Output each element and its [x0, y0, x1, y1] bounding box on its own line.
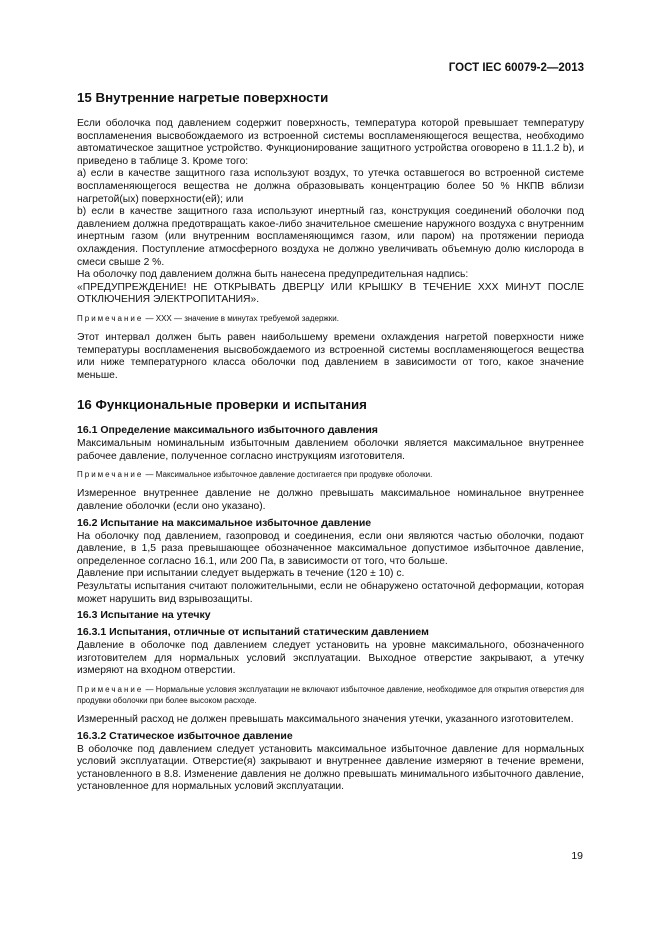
s162-title: 16.2 Испытание на максимальное избыточное давление: [77, 516, 372, 529]
s161-title: 16.1 Определение максимального избыточного давления: [77, 424, 378, 437]
section-15-title: 15 Внутренние нагретые поверхности: [77, 90, 329, 105]
s15-note: [77, 313, 584, 324]
s15-item-a: а) если в качестве защитного газа используют воздух, то утечка оставшегося во встроенной системе воспламеняющегося вещества не должна образовывать концентрацию более 50 % НКПВ вблизи нагретой(ых) поверхности(ей); или: [77, 168, 584, 205]
note-label: Примечание: [77, 685, 144, 694]
note-text: — Нормальные условия эксплуатации не включают избыточное давление, необходимое для открытия отверстия для продувки оболочки при более высоком расходе.: [77, 685, 584, 705]
s15-paragraph-2: На оболочку под давлением должна быть нанесена предупредительная надпись:: [77, 269, 469, 281]
s161-note: [77, 469, 584, 480]
s163-title: 16.3 Испытание на утечку: [77, 609, 211, 622]
note-label: Примечание: [77, 470, 144, 480]
s1631-title: 16.3.1 Испытания, отличные от испытаний статическим давлением: [77, 626, 429, 639]
page-number: 19: [571, 850, 583, 862]
note-text: — ХХХ — значение в минутах требуемой задержки.: [143, 313, 339, 323]
standard-header: ГОСТ IEC 60079-2—2013: [448, 62, 584, 74]
page-body: [77, 90, 584, 794]
section-16-title: 16 Функциональные проверки и испытания: [77, 397, 367, 413]
note-text: — Максимальное избыточное давление достигается при продувке оболочки.: [143, 470, 433, 480]
s1632-paragraph-1: В оболочке под давлением следует установить максимальное избыточное давление для нормальных условий эксплуатации. Отверстие(я) закрывают и внутреннее давление измеряют в течение времени, установленного в 8.8. Изменение давления не должно превышать минимального избыточного давление, установленное для нормальных условий эксплуатации.: [77, 743, 584, 793]
s15-paragraph-1: Если оболочка под давлением содержит поверхность, температура которой превышает температуру воспламенения высвобождаемого из встроенной системы воспламеняющегося вещества, необходимо автоматическое защитное устройство. Функционирование защитного устройства оговорено в 11.1.2 b), и приведено в таблице 3. Кроме того:: [77, 118, 584, 167]
s162-paragraph-2: Давление при испытании следует выдержать в течение (120 ± 10) с.: [77, 568, 405, 580]
s1631-note: [77, 684, 584, 706]
s1631-paragraph-1: Давление в оболочке под давлением следует установить на уровне максимального, обозначенного изготовителем для нормальных условий эксплуатации. Выходное отверстие закрывают, а утечку измеряют на входном отверстии.: [77, 640, 584, 677]
s1631-paragraph-2: Измеренный расход не должен превышать максимального значения утечки, указанного изготовителем.: [77, 714, 574, 725]
s162-paragraph-3: Результаты испытания считают положительными, если не обнаружено остаточной деформации, которая может нарушить вид взрывозащиты.: [77, 581, 584, 605]
s15-item-b: b) если в качестве защитного газа используют инертный газ, конструкция соединений оболочки под давлением должна предотвращать какое-либо значительное смешение наружного воздуха с внутренним инертным газом (или внутренним воспламеняющимся газом, или паром) на протяжении периода охлаждения. Поступление атмосферного воздуха не должно увеличивать объемную долю кислорода в смеси свыше 2 %.: [77, 206, 584, 268]
s1632-title: 16.3.2 Статическое избыточное давление: [77, 729, 293, 742]
s161-paragraph-1: Максимальным номинальным избыточным давлением оболочки является максимальное внутреннее рабочее давление, полученное согласно инструкциям изготовителя.: [77, 438, 584, 462]
s15-paragraph-4: Этот интервал должен быть равен наибольшему времени охлаждения нагретой поверхности ниже температуры воспламенения высвобождаемого из встроенной системы воспламеняющегося вещества или ниже температурного класса оболочки под давлением в зависимости от того, какое значение меньше.: [77, 331, 584, 381]
s161-paragraph-2: Измеренное внутреннее давление не должно превышать максимальное номинальное внутреннее давление оболочки (если оно указано).: [77, 488, 584, 513]
s15-warning-text: «ПРЕДУПРЕЖДЕНИЕ! НЕ ОТКРЫВАТЬ ДВЕРЦУ ИЛИ КРЫШКУ В ТЕЧЕНИЕ ХХХ МИНУТ ПОСЛЕ ОТКЛЮЧЕНИЯ ЭЛЕКТРОПИТАНИЯ».: [77, 281, 584, 306]
s162-paragraph-1: На оболочку под давлением, газопровод и соединения, если они являются частью оболочки, подают давление, в 1,5 раза превышающее обозначенное максимальное допустимое избыточное давление, определенное согласно 16.1, или 200 Па, в зависимости от того, что больше.: [77, 530, 584, 567]
note-label: Примечание: [77, 313, 144, 323]
